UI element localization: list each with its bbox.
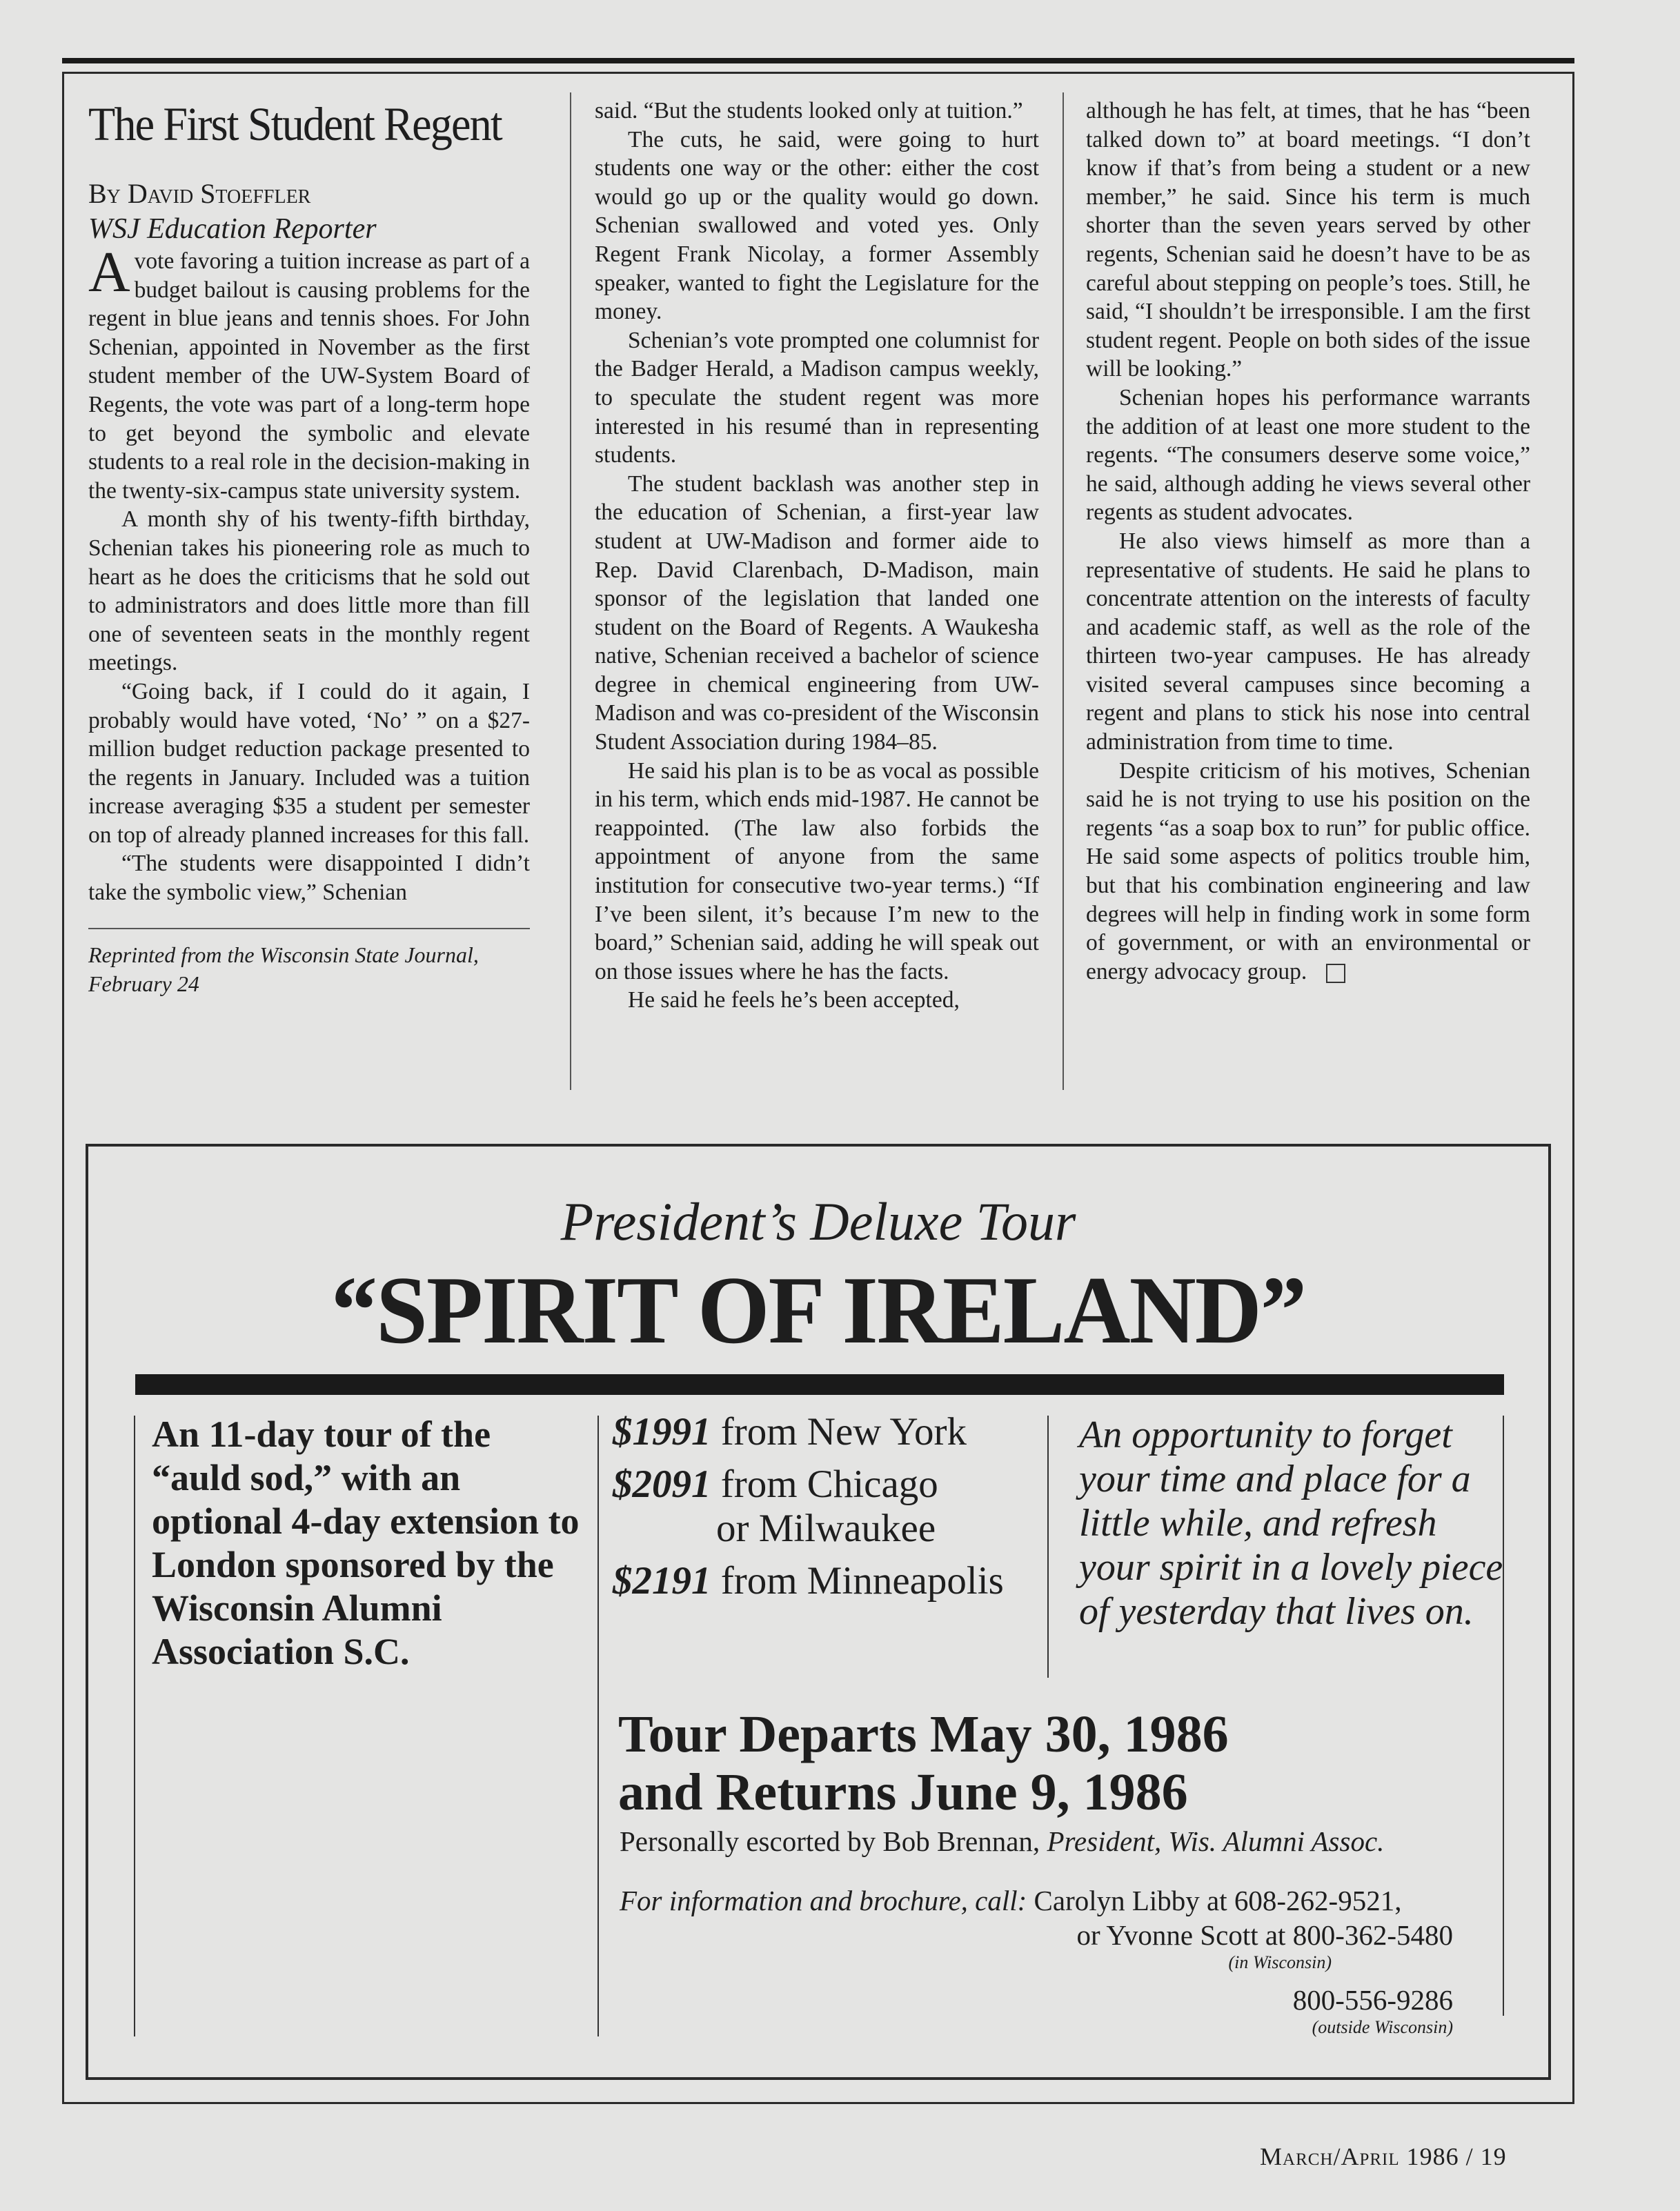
- paragraph: Despite criticism of his motives, Schenian said he is not trying to use his position on the regents “as a soap box to run” for public office. He said some aspects of politics trouble him, but that his combination engineering and law degrees will help in finding work in some form of government, or with an environmental or energy advocacy group.: [1086, 757, 1530, 984]
- paragraph: He said his plan is to be as vocal as possible in his term, which ends mid-1987. He cannot be reappointed. (The law also forbids the appointment of anyone from the same institution for consecutive two-year terms.) “If I’ve been silent, it’s because I’m new to the board,” Schenian said, adding he will speak out on those issues where he has the facts.: [595, 757, 1039, 984]
- tour-advertisement: [86, 1144, 1551, 2080]
- article-column-1: [88, 97, 530, 998]
- ad-description: An 11-day tour of the “auld sod,” with an optional 4-day extension to London sponsored by the Wisconsin Alumni Association S.C.: [152, 1414, 580, 1672]
- ad-quote: An opportunity to forget your time and place for a little while, and refresh your spirit in a lovely piece of yesterday that lives on.: [1079, 1414, 1503, 1633]
- ad-divider: [1047, 1416, 1049, 1678]
- column-divider: [570, 92, 571, 1090]
- paragraph: The student backlash was another step in the education of Schenian, a first-year law student at UW-Madison and former aide to Rep. David Clarenbach, D-Madison, main sponsor of the legislation that landed one student on the Board of Regents. A Waukesha native, Schenian received a bachelor of science degree in chemical engineering from UW-Madison and was co-president of the Wisconsin Student Association during 1984–85.: [595, 470, 1039, 755]
- paragraph: although he has felt, at times, that he has “been talked down to” at board meetings. “I don’t know if that’s from being a student or a new member,” he said. Since his term is much shorter than the seven years served by other regents, Schenian said he doesn’t have to be as careful about stepping on people’s toes. Still, he said, “I shouldn’t be irresponsible. I am the first student regent. People on both sides of the issue will be looking.”: [1086, 98, 1530, 382]
- ad-right-border: [1503, 1416, 1504, 2016]
- paragraph: “Going back, if I could do it again, I probably would have voted, ‘No’ ” on a $27-million budget reduction package presented to the regents in January. Included was a tuition increase averaging $35 a student per semester on top of already planned increases for this fall.: [88, 678, 530, 848]
- ad-prices: [613, 1410, 1082, 1603]
- end-mark-icon: [1326, 964, 1345, 983]
- drop-cap: A: [88, 240, 130, 304]
- paragraph: Schenian hopes his performance warrants the addition of at least one more student to the regents. “The consumers deserve some voice,” he said, although adding he views several other regents as student advocates.: [1086, 384, 1530, 526]
- byline: By David Stoeffler: [88, 178, 311, 209]
- paragraph: A month shy of his twenty-fifth birthday, Schenian takes his pioneering role as much to heart as he does the criticisms that he sold out to administrators and does little more than fill one of seventeen seats in the monthly regent meetings.: [88, 506, 530, 676]
- ad-departure: Tour Departs May 30, 1986 and Returns June 9, 1986: [618, 1705, 1229, 1821]
- reprint-credit: Reprinted from the Wisconsin State Journal, February 24: [88, 942, 479, 996]
- paragraph: He said he feels he’s been accepted,: [628, 987, 960, 1013]
- paragraph: said. “But the students looked only at tuition.”: [595, 98, 1023, 123]
- ad-left-border: [134, 1416, 135, 2036]
- byline-role: WSJ Education Reporter: [88, 213, 377, 245]
- ad-escort: Personally escorted by Bob Brennan, President, Wis. Alumni Assoc.: [620, 1825, 1385, 1857]
- ad-title: “SPIRIT OF IRELAND”: [330, 1257, 1306, 1364]
- paragraph: The cuts, he said, were going to hurt students one way or the other: either the cost would go up or the quality would go down. Schenian swallowed and voted yes. Only Regent Frank Nicolay, a former Assembly speaker, wanted to fight the Legislature for the money.: [595, 126, 1039, 325]
- article-title: The First Student Regent: [88, 98, 502, 150]
- page-footer: March/April 1986 / 19: [1260, 2143, 1507, 2170]
- credit-divider: [88, 928, 530, 929]
- article-column-2: [595, 97, 1039, 1015]
- ad-subtitle: President’s Deluxe Tour: [560, 1191, 1076, 1251]
- paragraph: He also views himself as more than a representative of students. He said he plans to concentrate attention on the interests of faculty and academic staff, as well as the role of the thirteen two-year campuses. He has already visited several campuses since becoming a regent and plans to stick his nose into central administration from time to time.: [1086, 528, 1530, 755]
- column-divider: [1063, 92, 1064, 1090]
- ad-contact-info: For information and brochure, call: Carolyn Libby at 608-262-9521, or Yvonne Scott at 800-362-5480 (in Wisconsin) 800-556-9286 (outside Wisconsin): [620, 1885, 1453, 2037]
- price-row: $2191 from Minneapolis: [613, 1559, 1004, 1603]
- top-rule: [62, 58, 1574, 63]
- price-row: $1991 from New York: [613, 1410, 967, 1454]
- ad-divider: [597, 1416, 599, 2036]
- article-column-3: [1086, 97, 1530, 986]
- price-row: $2091 from Chicago or Milwaukee: [613, 1463, 938, 1550]
- ad-title-bar: [135, 1374, 1504, 1395]
- paragraph: A vote favoring a tuition increase as part of a budget bailout is causing problems for the regent in blue jeans and tennis shoes. For John Schenian, appointed in November as the first student member of the UW-System Board of Regents, the vote was part of a long-term hope to get beyond the symbolic and elevate students to a real role in the decision-making in the twenty-six-campus state university system.: [88, 240, 530, 504]
- paragraph: Schenian’s vote prompted one columnist for the Badger Herald, a Madison campus weekly, to speculate the student regent was more interested in his resumé than in representing students.: [595, 327, 1039, 468]
- paragraph: “The students were disappointed I didn’t take the symbolic view,” Schenian: [88, 851, 530, 906]
